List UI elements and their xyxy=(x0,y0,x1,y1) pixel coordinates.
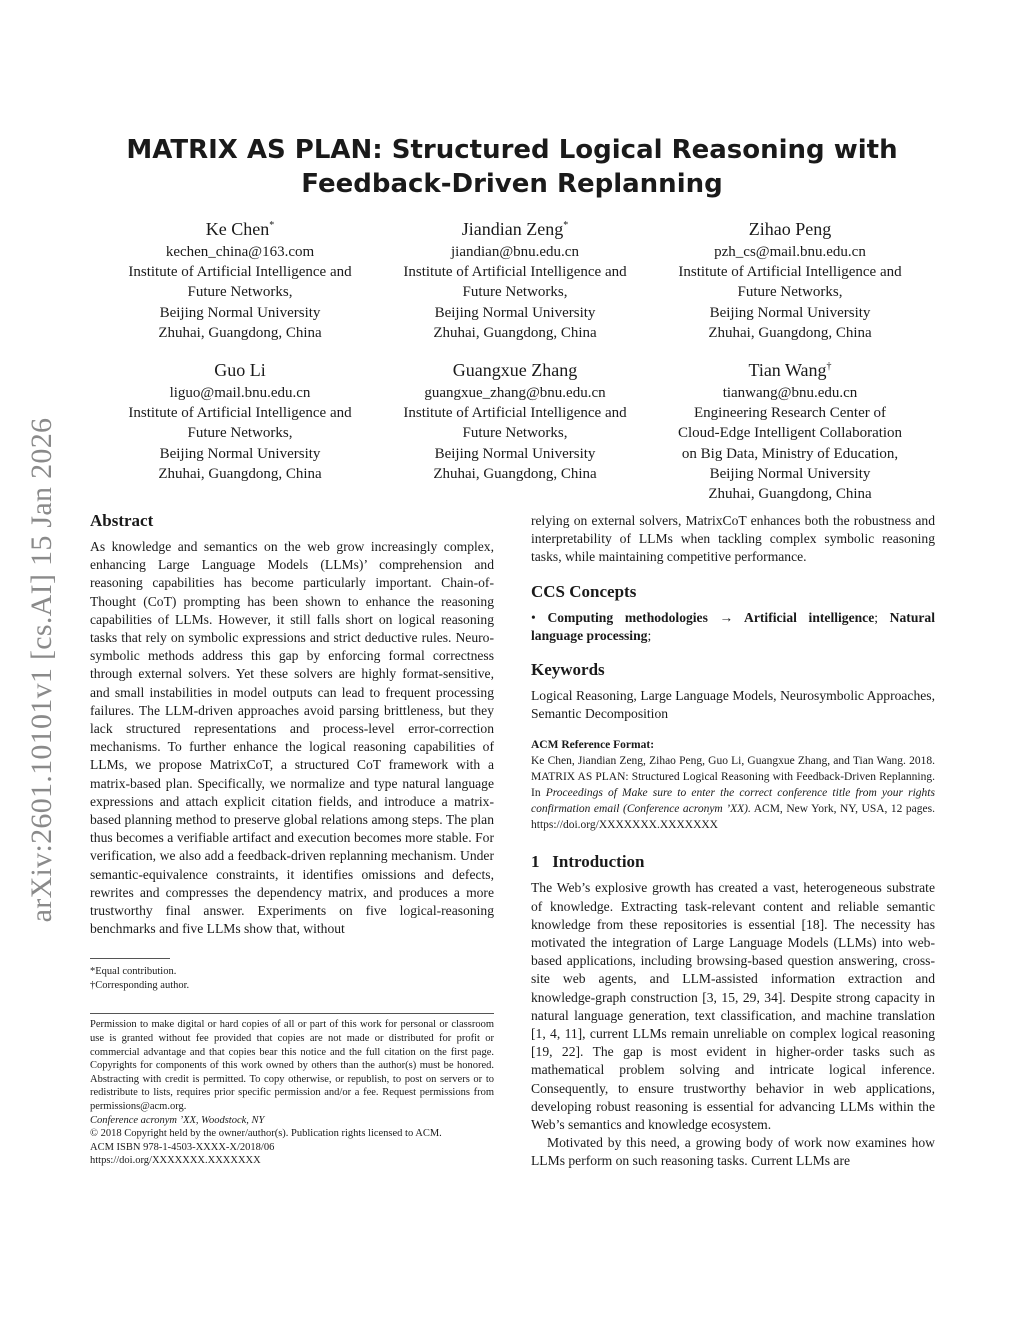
acm-reference xyxy=(531,737,935,833)
author-affiliation-line: Future Networks, xyxy=(462,284,568,301)
author-affiliation-line: Beijing Normal University xyxy=(709,465,871,482)
author-affiliation-line: Cloud-Edge Intelligent Collaboration xyxy=(677,425,903,442)
author-mark: * xyxy=(563,220,569,231)
permission-divider xyxy=(90,1013,494,1014)
ccs-bullet: • xyxy=(531,609,536,625)
author-affiliation-line: Future Networks, xyxy=(462,425,568,442)
doi-line: https://doi.org/XXXXXXX.XXXXXXX xyxy=(90,1155,261,1167)
footnote-divider xyxy=(90,958,170,959)
ccs-main-concept: Computing methodologies → Artificial intelligence xyxy=(547,609,875,625)
permission-text: Permission to make digital or hard copies of all or part of this work for personal or classroom use is granted without fee provided that copies are not made or distributed for profit or commercial advantage and that copies bear this notice and the full citation on the first page. Copyrights for components of this work owned by others than the author(s) must be honored. Abstracting with credit is permitted. To copy otherwise, or republish, to post on servers or to redistribute to lists, requires prior specific permission and/or a fee. Request permissions from permissions@acm.org. xyxy=(90,1019,494,1113)
author-affiliation-line: Future Networks, xyxy=(737,284,843,301)
ccs-concepts xyxy=(531,609,935,645)
abstract-heading: Abstract xyxy=(90,511,154,530)
author-email: jiandian@bnu.edu.cn xyxy=(451,244,579,260)
author-affiliation-line: Institute of Artificial Intelligence and xyxy=(403,264,627,281)
ccs-separator: ; xyxy=(874,609,890,625)
author-affiliation-line: Beijing Normal University xyxy=(434,445,596,462)
ccs-sub-concept: Natural language processing xyxy=(531,609,935,643)
copyright-line: © 2018 Copyright held by the owner/author(s). Publication rights licensed to ACM. xyxy=(90,1128,442,1140)
author-affiliation-line: Zhuhai, Guangdong, China xyxy=(433,324,597,341)
author-name: Zihao Peng xyxy=(748,219,832,239)
footnotes xyxy=(90,965,494,993)
author-affiliation-line: Beijing Normal University xyxy=(159,445,321,462)
author-affiliation-line: Zhuhai, Guangdong, China xyxy=(158,324,322,341)
isbn-line: ACM ISBN 978-1-4503-XXXX-X/2018/06 xyxy=(90,1141,275,1153)
keywords-heading: Keywords xyxy=(531,660,605,680)
author-name: Guo Li xyxy=(214,360,266,380)
author-affiliation-line: Zhuhai, Guangdong, China xyxy=(708,324,872,341)
author-card xyxy=(650,213,930,343)
introduction-paragraph-1: The Web’s explosive growth has created a vast, heterogeneous substrate of knowledge. Extracting task-relevant content and reliable semantic knowledge from these repositories is essential [18]. The necessity has motivated the integration of Large Language Models (LLMs) into web-based applications, including browsing-based question answering, cross-site web agents, and LLM-assisted information extraction and knowledge-graph construction [3, 15, 29, 34]. Despite strong capacity in natural language generation, text classification, and machine translation [1, 4, 11], current LLMs remain unreliable on complex logical reasoning [19, 22]. The gap is most evident in higher-order tasks such as mathematical problem solving and intricate logical inference. Consequently, to ensure trustworthy behavior in web applications, developing robust reasoning is essential for advancing LLMs within the Web’s semantics and knowledge ecosystem. xyxy=(531,880,935,1133)
arxiv-identifier xyxy=(22,380,62,960)
author-affiliation-line: Future Networks, xyxy=(187,284,293,301)
author-email: guangxue_zhang@bnu.edu.cn xyxy=(424,385,606,401)
author-affiliation-line: Zhuhai, Guangdong, China xyxy=(433,465,597,482)
author-card xyxy=(375,213,655,343)
author-card xyxy=(100,213,380,343)
section-number: 1 xyxy=(531,852,540,872)
author-name: Jiandian Zeng xyxy=(461,219,564,239)
right-column xyxy=(531,512,935,1171)
introduction-heading xyxy=(531,851,935,873)
footnote-equal-contribution: *Equal contribution. xyxy=(90,966,177,978)
author-name: Guangxue Zhang xyxy=(452,360,578,380)
acm-reference-heading: ACM Reference Format: xyxy=(531,739,655,752)
author-affiliation-line: Beijing Normal University xyxy=(709,304,871,321)
author-affiliation-line: Engineering Research Center of xyxy=(693,405,886,422)
footnote-corresponding-author: †Corresponding author. xyxy=(90,980,190,992)
author-card xyxy=(100,354,380,484)
author-email: liguo@mail.bnu.edu.cn xyxy=(169,385,311,401)
author-affiliation-line: Beijing Normal University xyxy=(434,304,596,321)
author-card xyxy=(650,354,930,504)
paper-title: MATRIX AS PLAN: Structured Logical Reasoning with Feedback-Driven Replanning xyxy=(126,135,898,199)
author-affiliation-line: on Big Data, Ministry of Education, xyxy=(681,445,899,462)
author-affiliation-line: Institute of Artificial Intelligence and xyxy=(678,264,902,281)
author-affiliation-line: Institute of Artificial Intelligence and xyxy=(128,405,352,422)
author-email: tianwang@bnu.edu.cn xyxy=(722,385,858,401)
author-mark: † xyxy=(826,361,832,372)
permission-block xyxy=(90,1018,494,1168)
author-affiliation-line: Future Networks, xyxy=(187,425,293,442)
left-column xyxy=(90,510,494,1168)
author-mark: * xyxy=(269,220,275,231)
conference-line: Conference acronym ’XX, Woodstock, NY xyxy=(90,1114,265,1126)
arxiv-identifier-text: arXiv:2601.10101v1 [cs.AI] 15 Jan 2026 xyxy=(25,417,58,923)
abstract-continuation: relying on external solvers, MatrixCoT enhances both the robustness and interpretability of LLMs when tackling complex symbolic reasoning tasks, while maintaining competitive performance. xyxy=(531,513,935,565)
author-name: Ke Chen xyxy=(205,219,270,239)
introduction-paragraph-2: Motivated by this need, a growing body of work now examines how LLMs perform on such reasoning tasks. Current LLMs are xyxy=(531,1135,935,1169)
author-affiliation-line: Beijing Normal University xyxy=(159,304,321,321)
abstract-text: As knowledge and semantics on the web grow increasingly complex, enhancing Large Language Models (LLMs)’ comprehension and reasoning capabilities has become particularly important. Chain-of-Thought (CoT) prompting has been shown to enhance the reasoning capabilities of LLMs. However, it still falls short on logical reasoning tasks that rely on symbolic expressions and strict deductive rules. Neuro-symbolic methods address this gap by enforcing formal correctness through external solvers. Yet these solvers are highly format-sensitive, and small instabilities in model outputs can lead to frequent processing failures. The LLM-driven approaches avoid parsing brittleness, but they lack structured representations and process-level error-correction mechanisms. To further enhance the logical reasoning capabilities of LLMs, we propose MatrixCoT, a structured CoT framework with a matrix-based plan. Specifically, we normalize and type natural language expressions and attach explicit citation fields, and introduce a matrix-based planning method to preserve global relations among steps. The plan thus becomes a verifiable artifact and execution becomes more stable. For verification, we also add a feedback-driven replanning mechanism. Under semantic-equivalence constraints, it identifies omissions and defects, rewrites and compresses the dependency matrix, and produces a more trustworthy final answer. Experiments on five logical-reasoning benchmarks and five LLMs show that, without xyxy=(90,539,494,937)
ccs-end: ; xyxy=(647,627,652,643)
author-affiliation-line: Institute of Artificial Intelligence and xyxy=(403,405,627,422)
author-email: kechen_china@163.com xyxy=(165,244,315,260)
acm-reference-text: Ke Chen, Jiandian Zeng, Zihao Peng, Guo Li, Guangxue Zhang, and Tian Wang. 2018. MATRIX AS PLAN: Structured Logical Reasoning with Feedback-Driven Replanning. In Proceedings of Make sure to enter the correct conference title from your rights confirmation email (Conference acronym ’XX). ACM, New York, NY, USA, 12 pages. https://doi.org/XXXXXXX.XXXXXXX xyxy=(531,755,935,832)
author-affiliation-line: Institute of Artificial Intelligence and xyxy=(128,264,352,281)
keywords-text: Logical Reasoning, Large Language Models, Neurosymbolic Approaches, Semantic Decomposition xyxy=(531,688,935,722)
section-title: Introduction xyxy=(552,852,645,872)
ccs-heading: CCS Concepts xyxy=(531,581,637,601)
author-affiliation-line: Zhuhai, Guangdong, China xyxy=(708,486,872,503)
author-card xyxy=(375,354,655,484)
author-affiliation-line: Zhuhai, Guangdong, China xyxy=(158,465,322,482)
author-email: pzh_cs@mail.bnu.edu.cn xyxy=(714,244,866,260)
author-name: Tian Wang xyxy=(748,360,827,380)
